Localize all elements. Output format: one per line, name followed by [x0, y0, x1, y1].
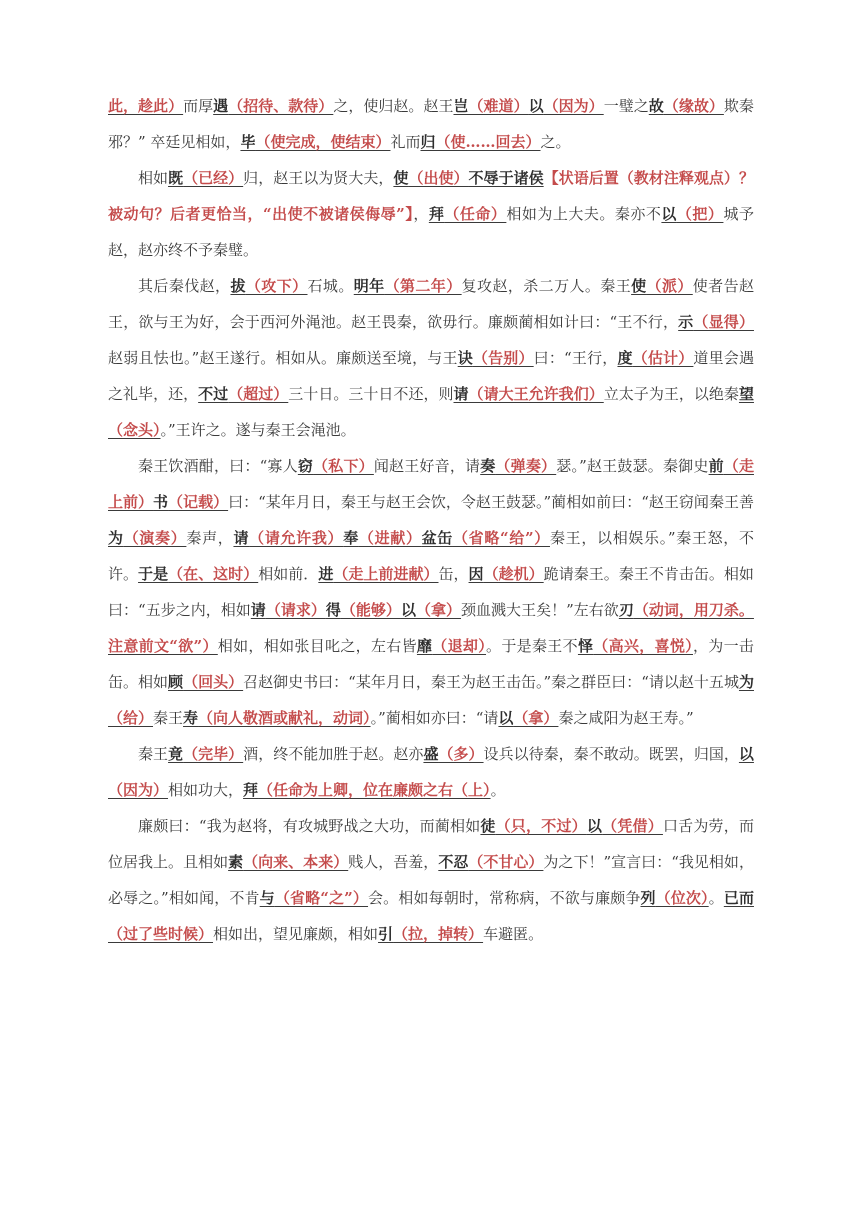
- keyword: 故: [648, 97, 664, 115]
- keyword: 遇: [213, 97, 229, 115]
- keyword: 请: [250, 601, 266, 619]
- paragraph: [108, 268, 754, 448]
- keyword: 请: [233, 529, 250, 547]
- text-segment: 归，赵王以为贤大夫，: [243, 169, 394, 187]
- annotation: （省略“给”）: [452, 529, 550, 547]
- text-segment: 复攻赵，杀二万人。秦王: [461, 277, 632, 295]
- annotation: （第二年）: [384, 277, 462, 295]
- text-segment: 。”王许之。遂与秦王会渑池。: [160, 421, 356, 439]
- annotation: （请求）: [265, 601, 326, 619]
- text-segment: 缶，: [438, 565, 469, 583]
- annotation: （不甘心）: [468, 853, 544, 871]
- text-segment: 。: [708, 889, 724, 907]
- keyword: 书: [153, 493, 169, 511]
- text-segment: 相如，相如张目叱之，左右皆: [217, 637, 417, 655]
- keyword: 窃: [297, 457, 314, 475]
- text-segment: 廉颇曰：“我为赵将，有攻城野战之大功，而蔺相如: [138, 817, 481, 835]
- annotation: （把）: [676, 205, 724, 223]
- annotation: （退却）: [432, 637, 487, 655]
- text-segment: 贱人，吾羞，: [348, 853, 439, 871]
- keyword: 岂: [453, 97, 469, 115]
- text-segment: ，: [413, 205, 429, 223]
- keyword: 不忍: [438, 853, 469, 871]
- annotation: （招待、款待）: [228, 97, 334, 115]
- annotation: （缘故）: [663, 97, 724, 115]
- keyword: 引: [378, 925, 394, 943]
- paragraph: [108, 808, 754, 952]
- keyword: 盆缶: [421, 529, 453, 547]
- annotation: （请大王允许我们）: [468, 385, 604, 403]
- keyword: 为: [738, 673, 754, 691]
- text-segment: 秦王饮酒酣，曰：“寡人: [138, 457, 298, 475]
- annotation: （因为）: [108, 781, 169, 799]
- text-segment: 秦王: [138, 745, 169, 763]
- text-segment: 赵弱且怯也。”赵王遂行。相如从。廉颇送至境，与王: [108, 349, 458, 367]
- keyword: 怿: [577, 637, 594, 655]
- annotation: （向人敬酒或献礼，动词）: [198, 709, 371, 727]
- text-segment: 跪请秦王。秦王不肯击缶。相如曰：“五步之内，相如: [108, 565, 754, 619]
- paragraph: [108, 736, 754, 808]
- text-segment: 之，使归赵。赵王: [333, 97, 454, 115]
- keyword: 得: [325, 601, 341, 619]
- text-segment: 召赵御史书曰：“某年月日，秦王为赵王击缶。”秦之群臣曰：“请以赵十五城: [243, 673, 739, 691]
- annotation: （任命）: [444, 205, 507, 223]
- text-segment: 秦声，: [186, 529, 234, 547]
- annotation: （使完成，使结束）: [255, 133, 391, 151]
- keyword: 列: [640, 889, 656, 907]
- text-segment: 相如为上大夫。秦亦不: [506, 205, 662, 223]
- annotation: （估计）: [632, 349, 694, 367]
- text-segment: 口舌为劳，而位居我上。且相如: [108, 817, 754, 871]
- annotation: （弹奏）: [495, 457, 557, 475]
- keyword: 既: [168, 169, 184, 187]
- annotation: （使……回去）: [435, 133, 541, 151]
- keyword: 竟: [168, 745, 184, 763]
- annotation: （演奏）: [123, 529, 187, 547]
- keyword: 不过: [198, 385, 229, 403]
- annotation: （位次）: [655, 889, 709, 907]
- annotation: （走上前进献）: [333, 565, 439, 583]
- text-segment: 。”蔺相如亦曰：“请: [370, 709, 499, 727]
- annotation: （回头）: [183, 673, 244, 691]
- text-segment: 车避匿。: [483, 925, 544, 943]
- paragraph: [108, 88, 754, 160]
- annotation: （私下）: [313, 457, 374, 475]
- text-segment: 为之下！”宣言曰：“我见相如，必辱之。”相如闻，不肯: [108, 853, 754, 907]
- text-segment: 礼而: [390, 133, 421, 151]
- keyword: 以: [528, 97, 544, 115]
- annotation: （已经）: [183, 169, 244, 187]
- keyword: 归: [420, 133, 436, 151]
- keyword: 因: [468, 565, 484, 583]
- annotation: （凭借）: [602, 817, 663, 835]
- keyword: 素: [228, 853, 244, 871]
- annotation: （任命为上卿，位在廉颇之右（上）: [258, 781, 491, 799]
- annotation: （请允许我）: [249, 529, 344, 547]
- document-body: [108, 88, 754, 952]
- text-segment: 立太子为王，以绝秦: [603, 385, 739, 403]
- text-segment: 闻赵王好音，请: [373, 457, 481, 475]
- keyword: 奏: [480, 457, 496, 475]
- text-segment: 石城。: [307, 277, 354, 295]
- annotation: 【状语后置（教材注释观点）？被动句？后者更恰当，“出使不被诸侯侮辱”】: [108, 169, 754, 223]
- keyword: 寿: [183, 709, 199, 727]
- annotation: （省略“之”）: [274, 889, 369, 907]
- text-segment: 瑟。”赵王鼓瑟。秦御史: [556, 457, 709, 475]
- text-segment: 颈血溅大王矣！”左右欲: [461, 601, 619, 619]
- annotation: （完毕）: [183, 745, 244, 763]
- annotation: （能够）: [340, 601, 401, 619]
- annotation: （走上前）: [108, 457, 754, 511]
- keyword: 奉: [343, 529, 359, 547]
- text-segment: 设兵以待秦，秦不敢动。既罢，归国，: [483, 745, 739, 763]
- text-segment: 欺秦邪？” 卒廷见相如，: [108, 97, 754, 151]
- keyword: 以: [498, 709, 514, 727]
- annotation: （进献）: [358, 529, 422, 547]
- keyword: 拔: [230, 277, 246, 295]
- text-segment: 城予赵，赵亦终不予秦璧。: [108, 205, 754, 259]
- annotation: （因为）: [543, 97, 604, 115]
- text-segment: 而厚: [183, 97, 214, 115]
- annotation: （派）: [646, 277, 693, 295]
- annotation: （显得）: [693, 313, 754, 331]
- text-segment: ，为一击缶。相如: [108, 637, 754, 691]
- annotation: （动词，用刀杀。注意前文“欲”）: [108, 601, 754, 655]
- annotation: （只，不过）: [495, 817, 587, 835]
- paragraph: [108, 448, 754, 736]
- annotation: （拿）: [513, 709, 559, 727]
- annotation: （攻下）: [245, 277, 308, 295]
- keyword: 毕: [240, 133, 256, 151]
- annotation: （难道）: [468, 97, 529, 115]
- keyword: 拜: [243, 781, 259, 799]
- annotation: （趁机）: [483, 565, 544, 583]
- annotation: （记载）: [168, 493, 229, 511]
- keyword: 不辱于诸侯: [468, 169, 544, 187]
- keyword: 以: [661, 205, 677, 223]
- keyword: 已而: [723, 889, 754, 907]
- keyword: 于是: [138, 565, 169, 583]
- keyword: 前: [708, 457, 724, 475]
- keyword: 以: [400, 601, 416, 619]
- annotation: （高兴，喜悦）: [593, 637, 693, 655]
- text-segment: 道里会遇之礼毕，还，: [108, 349, 754, 403]
- keyword: 请: [453, 385, 469, 403]
- text-segment: 会。相如每朝时，常称病，不欲与廉颇争: [368, 889, 641, 907]
- text-segment: 其后秦伐赵，: [138, 277, 231, 295]
- keyword: 顾: [168, 673, 184, 691]
- annotation: （超过）: [228, 385, 289, 403]
- annotation: 此，趁此）: [108, 97, 184, 115]
- annotation: （多）: [438, 745, 484, 763]
- text-segment: 秦王，以相娱乐。”秦王怒，不许。: [108, 529, 754, 583]
- text-segment: 酒，终不能加胜于赵。赵亦: [243, 745, 424, 763]
- keyword: 度: [617, 349, 633, 367]
- text-segment: 秦王: [153, 709, 184, 727]
- text-segment: 使者告赵王，欲与王为好，会于西河外渑池。赵王畏秦，欲毋行。廉颇蔺相如计曰：“王不行，: [108, 277, 754, 331]
- keyword: 为: [108, 529, 124, 547]
- annotation: （在、这时）: [168, 565, 259, 583]
- text-segment: 之。: [540, 133, 571, 151]
- paragraph: [108, 160, 754, 268]
- keyword: 进: [318, 565, 334, 583]
- keyword: 刃: [618, 601, 634, 619]
- text-segment: 相如: [138, 169, 169, 187]
- annotation: （过了些时候）: [108, 925, 214, 943]
- text-segment: 曰：“某年月日，秦王与赵王会饮，令赵王鼓瑟。”蔺相如前曰：“赵王窃闻秦王善: [228, 493, 754, 511]
- keyword: 使: [393, 169, 409, 187]
- annotation: （念头）: [108, 421, 161, 439]
- keyword: 以: [586, 817, 603, 835]
- keyword: 拜: [428, 205, 445, 223]
- keyword: 使: [631, 277, 647, 295]
- text-segment: 三十日。三十日不还，则: [288, 385, 454, 403]
- annotation: （出使）: [408, 169, 469, 187]
- keyword: 诀: [457, 349, 473, 367]
- keyword: 盛: [423, 745, 439, 763]
- keyword: 以: [738, 745, 754, 763]
- annotation: （告别）: [472, 349, 534, 367]
- keyword: 与: [259, 889, 275, 907]
- keyword: 徒: [480, 817, 496, 835]
- text-segment: 相如前．: [258, 565, 319, 583]
- keyword: 明年: [353, 277, 385, 295]
- text-segment: 。于是秦王不: [486, 637, 578, 655]
- keyword: 示: [678, 313, 694, 331]
- keyword: 靡: [416, 637, 433, 655]
- text-segment: 一璧之: [603, 97, 649, 115]
- keyword: 望: [738, 385, 754, 403]
- text-segment: 相如出，望见廉颇，相如: [213, 925, 379, 943]
- text-segment: 秦之咸阳为赵王寿。”: [558, 709, 694, 727]
- text-segment: 。: [490, 781, 506, 799]
- text-segment: 相如功大，: [168, 781, 244, 799]
- annotation: （向来、本来）: [243, 853, 349, 871]
- text-segment: 曰：“王行，: [533, 349, 618, 367]
- annotation: （拉，掉转）: [393, 925, 484, 943]
- annotation: （给）: [108, 709, 154, 727]
- annotation: （拿）: [415, 601, 462, 619]
